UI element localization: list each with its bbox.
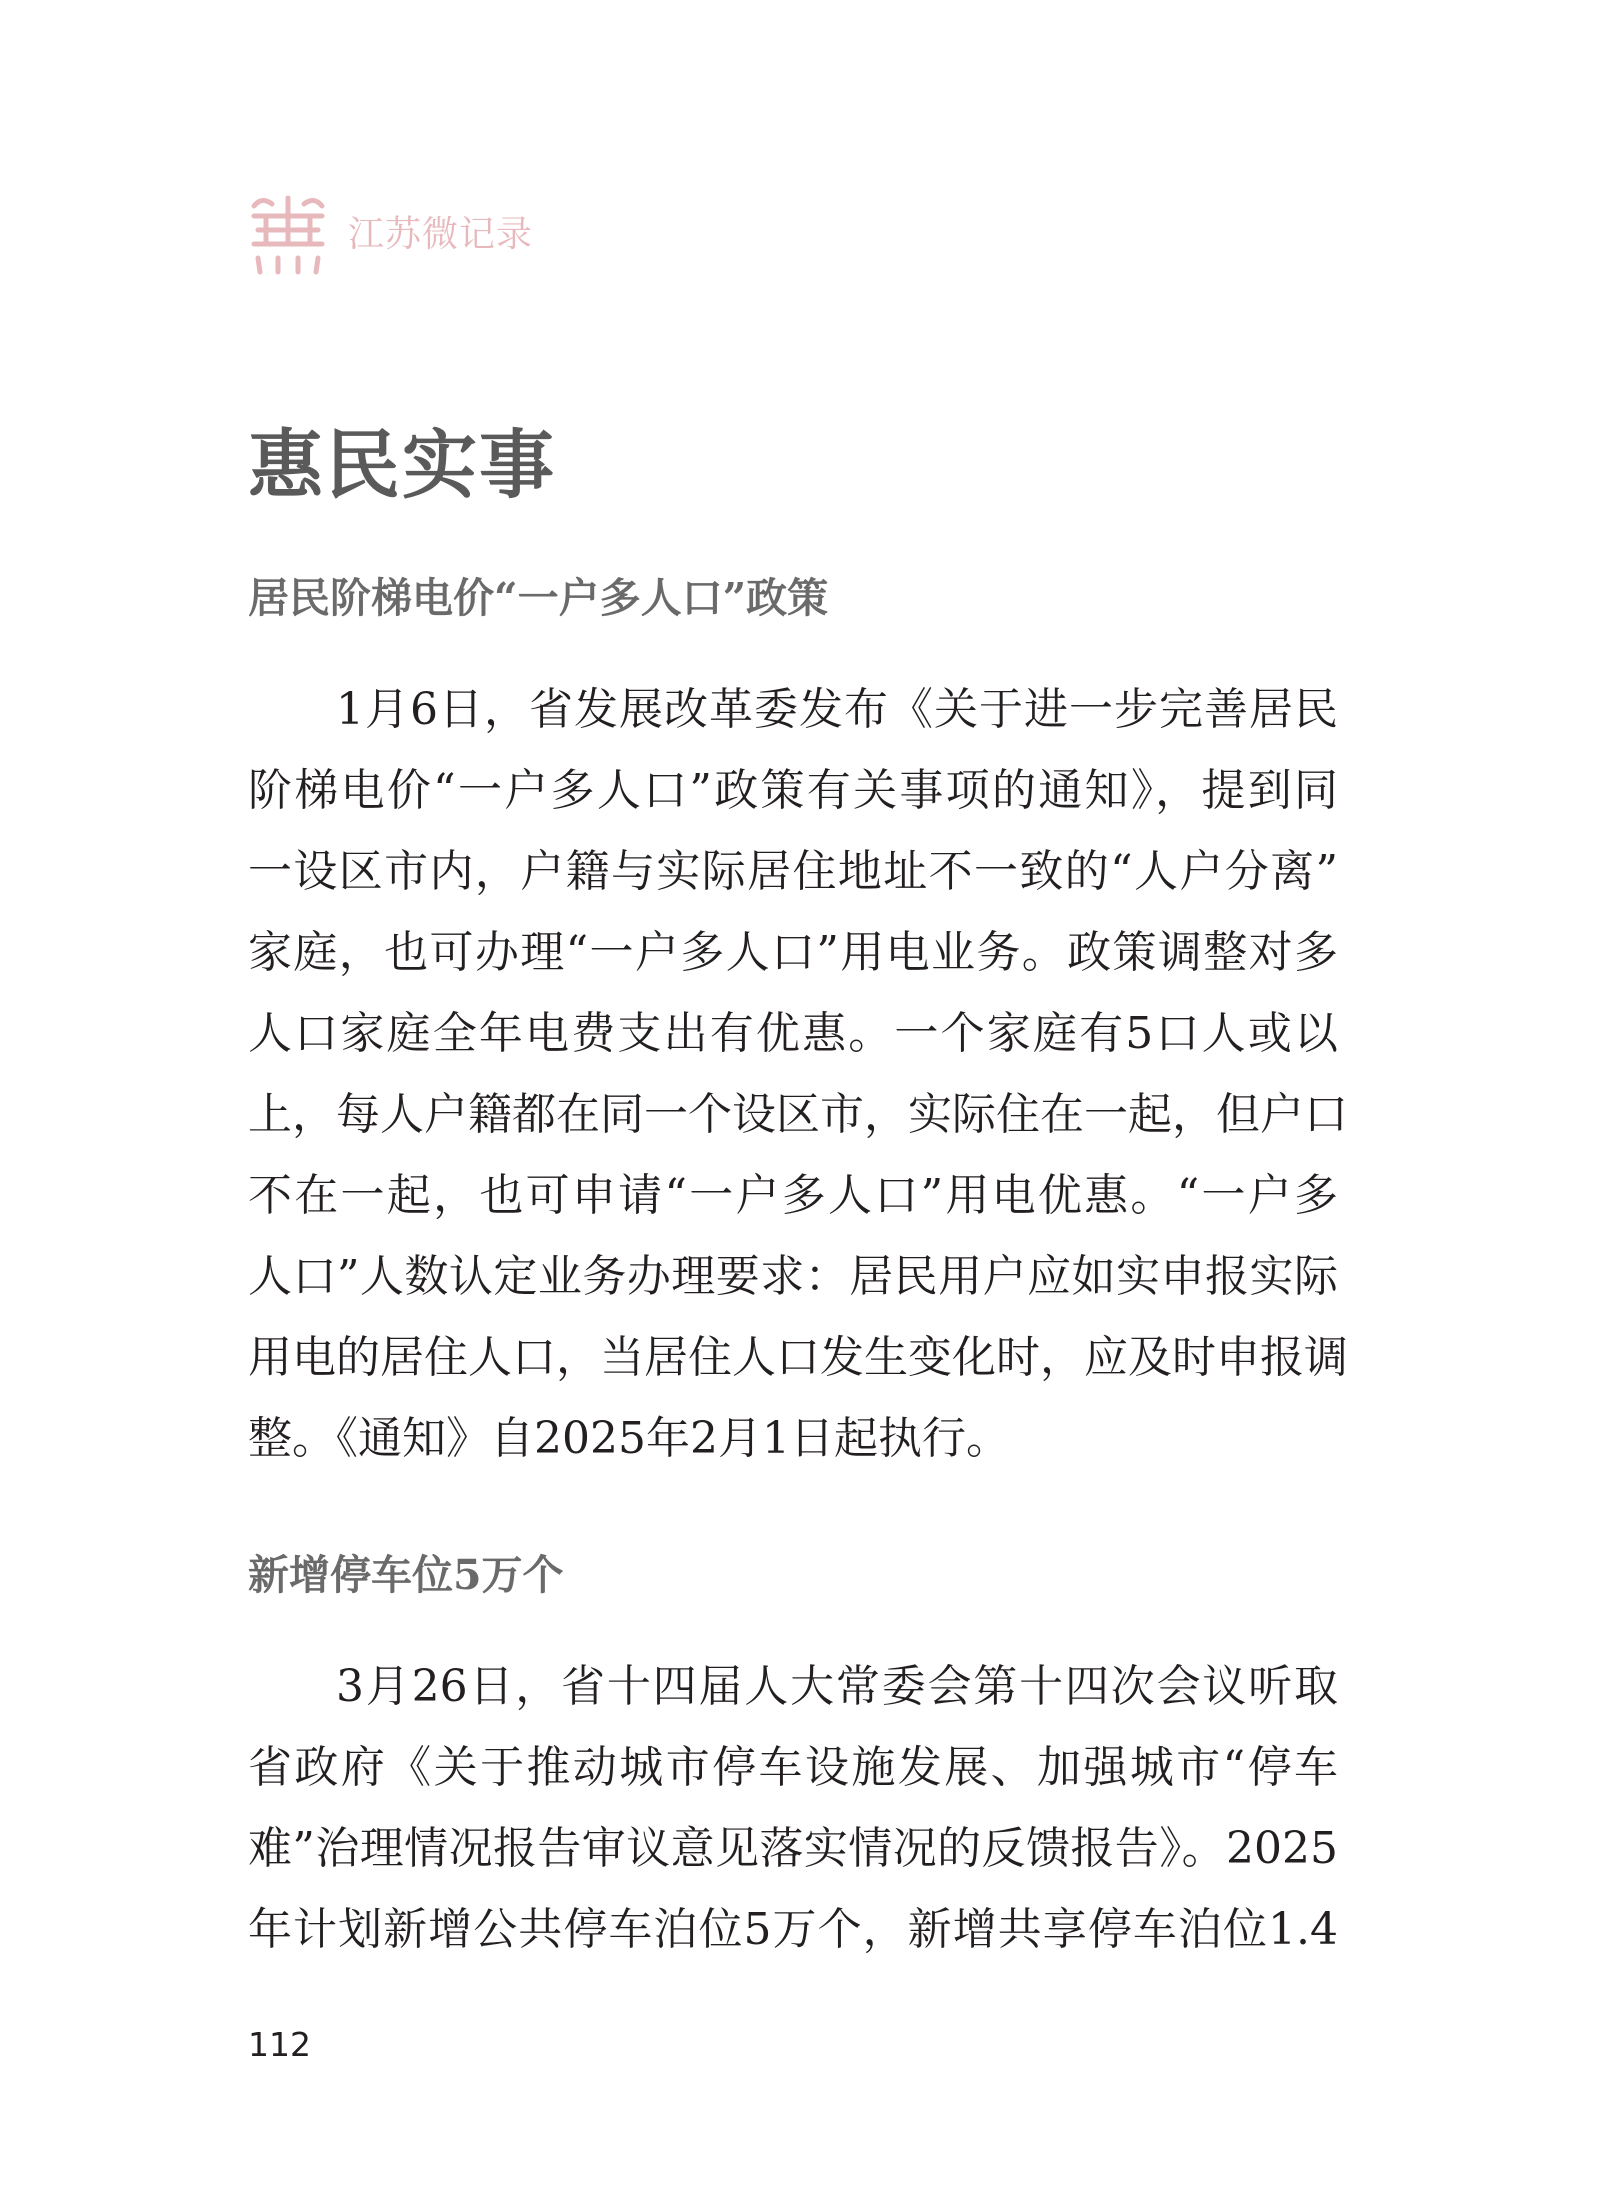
text-line: 1月6日，省发展改革委发布《关于进一步完善居民 [336,684,1338,735]
page-title: 惠民实事 [248,421,557,509]
text-line: 3月26日，省十四届人大常委会第十四次会议听取 [336,1661,1338,1712]
page-number: 112 [248,2025,311,2064]
text-line: 人口家庭全年电费支出有优惠。一个家庭有5口人或以 [248,1008,1338,1059]
text-line: 省政府《关于推动城市停车设施发展、加强城市“停车 [248,1742,1338,1793]
section-heading-electricity: 居民阶梯电价“一户多人口”政策 [248,574,829,622]
jiangsu-swallow-logo-icon [248,192,328,278]
text-line: 不在一起，也可申请“一户多人口”用电优惠。“一户多 [248,1170,1338,1221]
text-line: 人口”人数认定业务办理要求：居民用户应如实申报实际 [248,1251,1338,1302]
paragraph-parking [248,1646,1338,1970]
page-header [248,190,533,280]
text-line: 阶梯电价“一户多人口”政策有关事项的通知》，提到同 [248,765,1338,816]
text-line: 年计划新增公共停车泊位5万个，新增共享停车泊位1.4 [248,1904,1338,1955]
text-line: 难”治理情况报告审议意见落实情况的反馈报告》。2025 [248,1823,1338,1874]
text-line: 家庭，也可办理“一户多人口”用电业务。政策调整对多 [248,927,1338,978]
text-line: 整。《通知》自2025年2月1日起执行。 [248,1413,1010,1464]
header-title: 江苏微记录 [348,214,534,255]
text-line: 用电的居住人口，当居住人口发生变化时，应及时申报调 [248,1332,1348,1383]
text-line: 一设区市内，户籍与实际居住地址不一致的“人户分离” [248,846,1338,897]
paragraph-electricity [248,669,1348,1479]
section-heading-parking: 新增停车位5万个 [248,1551,564,1599]
text-line: 上，每人户籍都在同一个设区市，实际住在一起，但户口 [248,1089,1348,1140]
